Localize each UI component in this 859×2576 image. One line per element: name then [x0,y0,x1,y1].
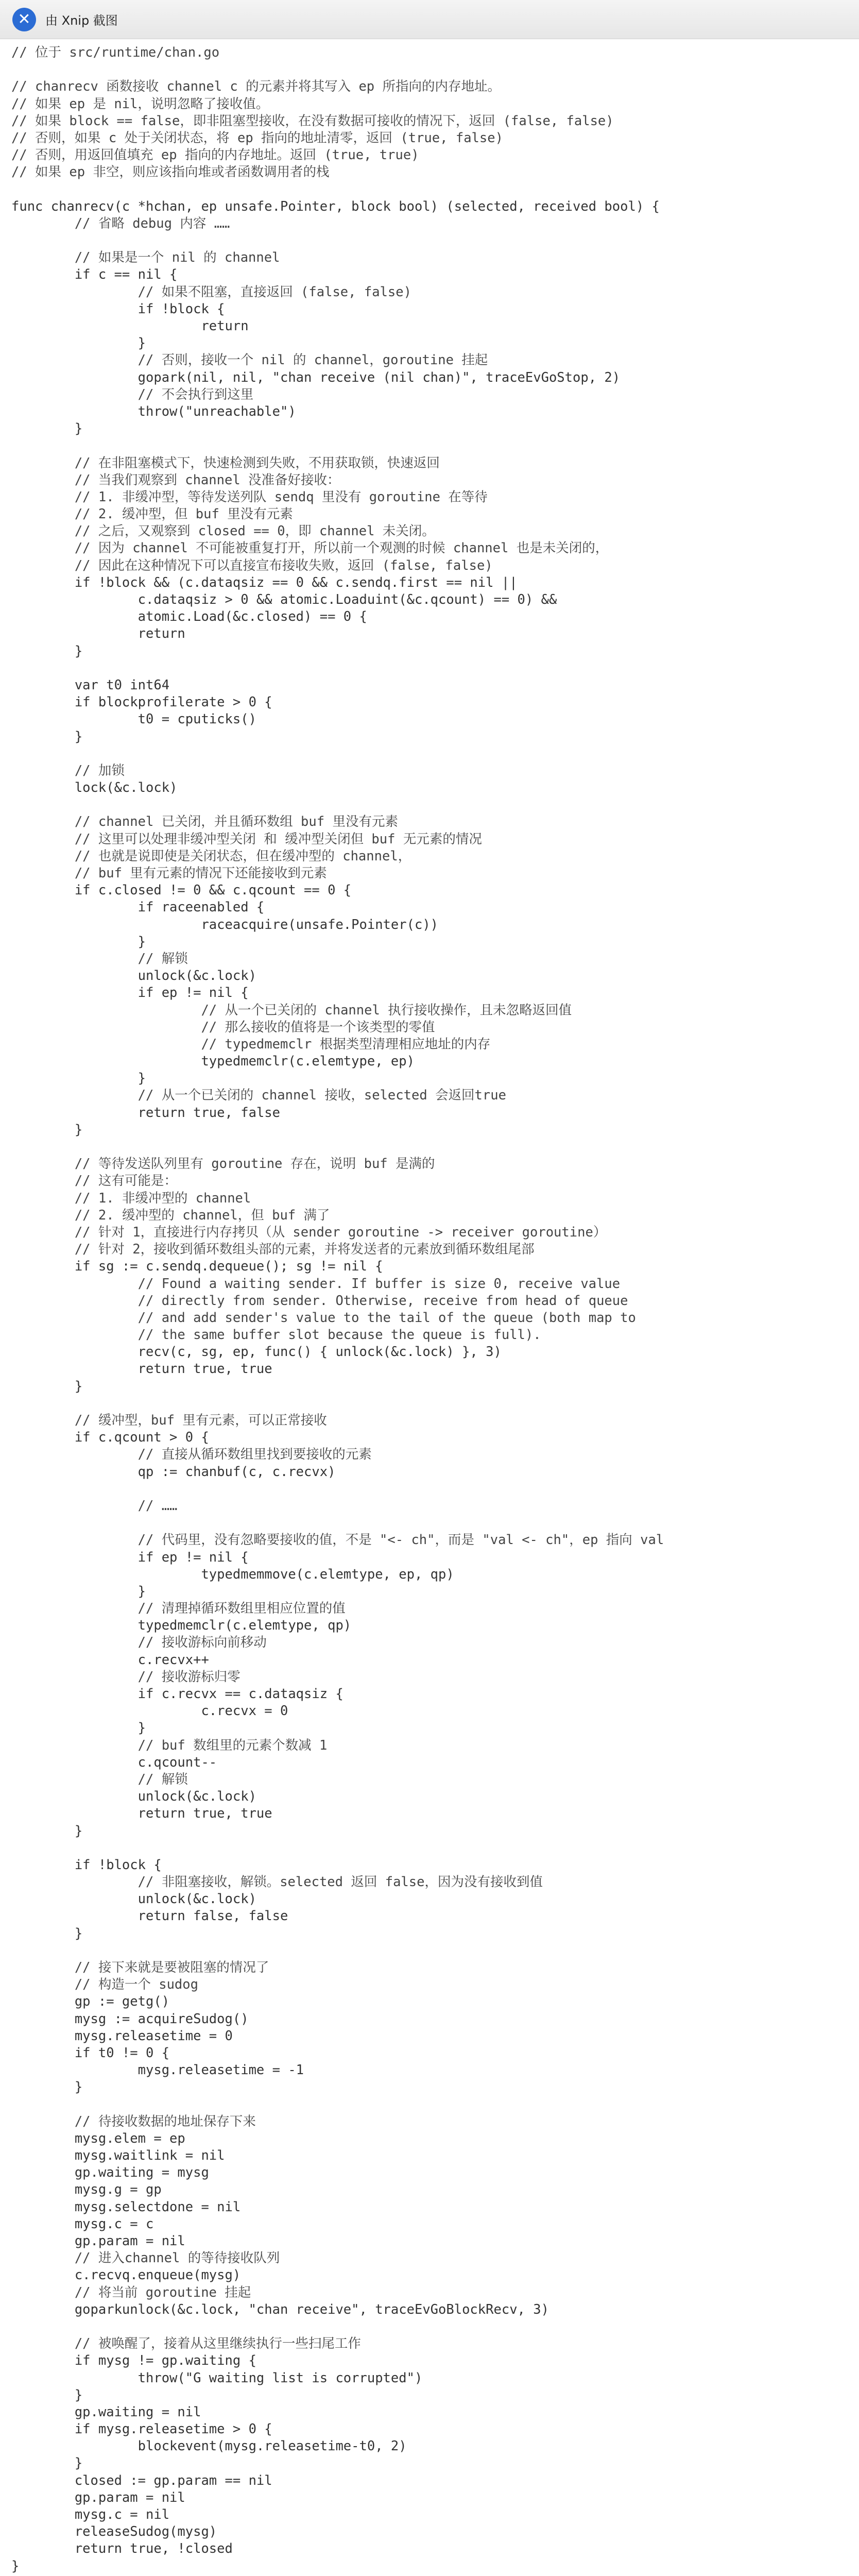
code-line: } [11,643,83,659]
code-line [11,1942,846,1959]
code-line: // 接收游标向前移动 [11,1635,267,1651]
code-line: // directly from sender. Otherwise, receive from head of queue [11,1293,628,1309]
code-line [11,796,846,814]
code-line: return true, false [11,1105,280,1121]
code-line: // 针对 1，直接进行内存拷贝（从 sender goroutine -> receiver goroutine） [11,1224,607,1240]
code-line: // 从一个已关闭的 channel 执行接收操作，且未忽略返回值 [11,1002,572,1018]
code-line: mysg := acquireSudog() [11,2011,249,2027]
code-line: } [11,728,83,744]
code-line: typedmemmove(c.elemtype, ep, qp) [11,1566,454,1582]
code-line: mysg.releasetime = -1 [11,2062,304,2078]
code-line [11,437,846,454]
code-line: if mysg != gp.waiting { [11,2353,256,2369]
code-line: // 如果 ep 是 nil，说明忽略了接收值。 [11,96,269,112]
code-line: // 从一个已关闭的 channel 接收，selected 会返回true [11,1088,506,1104]
code-line: } [11,2387,83,2403]
code-line: c.dataqsiz > 0 && atomic.Loaduint(&c.qcount) == 0) && [11,592,557,607]
code-line: // 如果 block == false，即非阻塞型接收，在没有数据可接收的情况下，返回 (false, false) [11,113,614,129]
code-line: // 因此在这种情况下可以直接宣布接收失败，返回 (false, false) [11,557,493,573]
code-line [11,2318,846,2335]
code-line: c.recvq.enqueue(mysg) [11,2267,241,2283]
code-line: // 加锁 [11,762,125,778]
code-line: // 当我们观察到 channel 没准备好接收： [11,472,340,488]
code-line: if sg := c.sendq.dequeue(); sg != nil { [11,1259,383,1275]
code-line: if c.closed != 0 && c.qcount == 0 { [11,883,352,899]
code-line: } [11,1823,83,1839]
code-line: typedmemclr(c.elemtype, qp) [11,1618,352,1634]
code-line: } [11,934,146,950]
code-line: // 清理掉循环数组里相应位置的值 [11,1601,346,1617]
code-line: // 解锁 [11,951,188,967]
code-line: mysg.g = gp [11,2182,162,2198]
code-line: // 接下来就是要被阻塞的情况了 [11,1960,269,1975]
code-line: // the same buffer slot because the queue is full). [11,1327,541,1343]
code-line: // 省略 debug 内容 …… [11,215,230,231]
code-line [11,1481,846,1498]
code-line: // 直接从循环数组里找到要接收的元素 [11,1447,372,1463]
code-line: c.recvx = 0 [11,1703,288,1719]
code-line [11,232,846,249]
code-line: gp := getg() [11,1994,170,2010]
code-line: mysg.c = c [11,2216,154,2232]
code-line: raceacquire(unsafe.Pointer(c)) [11,917,439,933]
code-line: mysg.c = nil [11,2507,170,2522]
code-line: // 之后，又观察到 closed == 0，即 channel 未关闭。 [11,523,435,539]
code-line: throw("G waiting list is corrupted") [11,2370,423,2386]
code-line: mysg.releasetime = 0 [11,2028,233,2044]
code-line: // 1. 非缓冲型，等待发送列队 sendq 里没有 goroutine 在等待 [11,489,488,505]
code-line: // 缓冲型，buf 里有元素，可以正常接收 [11,1413,327,1428]
code-line: // 否则，用返回值填充 ep 指向的内存地址。返回 (true, true) [11,147,419,163]
code-line: if ep != nil { [11,1549,249,1565]
code-line: return false, false [11,1908,288,1924]
code-line: } [11,421,83,437]
code-line: // channel 已关闭，并且循环数组 buf 里没有元素 [11,814,398,830]
code-line: gp.param = nil [11,2489,185,2505]
code-line: // and add sender's value to the tail of the queue (both map to [11,1310,636,1326]
code-line: // 不会执行到这里 [11,386,254,402]
code-line: if !block { [11,301,225,317]
code-line: // typedmemclr 根据类型清理相应地址的内存 [11,1036,491,1052]
code-line: gp.waiting = nil [11,2404,201,2420]
code-line: // 也就是说即使是关闭状态，但在缓冲型的 channel， [11,848,411,864]
code-line: // 如果是一个 nil 的 channel [11,250,280,266]
code-line [11,61,846,78]
code-line: } [11,2455,83,2471]
code-line: recv(c, sg, ep, func() { unlock(&c.lock) }, 3) [11,1344,502,1360]
code-line: // 1. 非缓冲型的 channel [11,1190,251,1206]
code-line: // …… [11,1498,178,1514]
code-line: if c == nil { [11,267,178,283]
code-line: gp.waiting = mysg [11,2165,209,2181]
code-line: // 被唤醒了，接着从这里继续执行一些扫尾工作 [11,2336,361,2352]
code-line: if !block && (c.dataqsiz == 0 && c.sendq.first == nil || [11,574,518,590]
code-line: // 位于 src/runtime/chan.go [11,45,220,60]
code-line: // 这里可以处理非缓冲型关闭 和 缓冲型关闭但 buf 无元素的情况 [11,831,482,847]
code-line: // 进入channel 的等待接收队列 [11,2250,280,2266]
code-line [11,660,846,677]
code-line: lock(&c.lock) [11,780,178,796]
code-line: if t0 != 0 { [11,2045,170,2061]
xnip-app-icon: ✕ [12,8,36,31]
code-line: // 否则，如果 c 处于关闭状态，将 ep 指向的地址清零，返回 (true, false) [11,130,503,146]
code-line: // 否则，接收一个 nil 的 channel，goroutine 挂起 [11,352,488,368]
code-line [11,1515,846,1532]
code-line: } [11,1925,83,1941]
code-line: // 因为 channel 不可能被重复打开，所以前一个观测的时候 channel 也是未关闭的， [11,540,609,556]
code-line: goparkunlock(&c.lock, "chan receive", traceEvGoBlockRecv, 3) [11,2301,549,2317]
code-line: // 如果不阻塞，直接返回 (false, false) [11,284,411,300]
code-line: } [11,1122,83,1138]
code-line [11,1395,846,1412]
code-line: // 等待发送队列里有 goroutine 存在，说明 buf 是满的 [11,1156,435,1172]
code-line: } [11,1720,146,1736]
code-line: if !block { [11,1857,162,1873]
code-line: // 在非阻塞模式下，快速检测到失败，不用获取锁，快速返回 [11,455,440,471]
code-line: // 那么接收的值将是一个该类型的零值 [11,1019,435,1035]
code-line: if mysg.releasetime > 0 { [11,2421,272,2437]
code-line: unlock(&c.lock) [11,968,256,984]
code-line: qp := chanbuf(c, c.recvx) [11,1464,336,1480]
code-viewer [11,44,846,2575]
code-line: gp.param = nil [11,2233,185,2249]
code-line: // buf 里有元素的情况下还能接收到元素 [11,866,327,881]
code-line: // 构造一个 sudog [11,1977,198,1993]
code-line: return true, true [11,1361,272,1377]
code-line: typedmemclr(c.elemtype, ep) [11,1054,415,1070]
code-line: return true, !closed [11,2541,233,2557]
code-line: // 这有可能是： [11,1173,177,1189]
code-line: closed := gp.param == nil [11,2472,272,2488]
code-line: } [11,335,146,351]
code-line: if blockprofilerate > 0 { [11,694,272,710]
code-line: // 将当前 goroutine 挂起 [11,2284,251,2300]
code-line: c.qcount-- [11,1754,217,1770]
code-line: // 针对 2，接收到循环数组头部的元素，并将发送者的元素放到循环数组尾部 [11,1242,535,1258]
code-line [11,2096,846,2113]
code-line: mysg.selectdone = nil [11,2199,241,2215]
code-line [11,1139,846,1156]
code-line: // 2. 缓冲型的 channel，但 buf 满了 [11,1207,330,1223]
code-line [11,1840,846,1857]
code-line: func chanrecv(c *hchan, ep unsafe.Pointer, block bool) (selected, received bool) { [11,198,660,214]
code-line: unlock(&c.lock) [11,1789,256,1805]
code-line: // 非阻塞接收，解锁。selected 返回 false，因为没有接收到值 [11,1874,543,1890]
code-line: unlock(&c.lock) [11,1891,256,1907]
code-line: // 解锁 [11,1771,188,1787]
code-line: if raceenabled { [11,900,265,916]
code-line [11,745,846,762]
code-line: return [11,318,249,334]
code-line: } [11,1071,146,1087]
code-line: } [11,1378,83,1394]
code-line: var t0 int64 [11,677,170,693]
code-line: if c.recvx == c.dataqsiz { [11,1686,343,1702]
code-line: blockevent(mysg.releasetime-t0, 2) [11,2438,407,2454]
code-line: } [11,1583,146,1599]
code-line: atomic.Load(&c.closed) == 0 { [11,609,367,625]
code-line: return [11,626,185,642]
code-line: throw("unreachable") [11,403,296,419]
code-line: // 2. 缓冲型，但 buf 里没有元素 [11,506,293,522]
code-line: } [11,2558,20,2574]
code-line: if c.qcount > 0 { [11,1430,209,1446]
code-line: // chanrecv 函数接收 channel c 的元素并将其写入 ep 所指向的内存地址。 [11,79,501,95]
code-line: return true, true [11,1806,272,1822]
code-line: c.recvx++ [11,1652,209,1668]
code-line: // Found a waiting sender. If buffer is size 0, receive value [11,1276,621,1292]
code-line [11,181,846,198]
code-line: t0 = cputicks() [11,711,256,727]
code-line: // 待接收数据的地址保存下来 [11,2113,256,2129]
code-line: // buf 数组里的元素个数减 1 [11,1737,328,1753]
code-line: // 代码里，没有忽略要接收的值，不是 "<- ch"，而是 "val <- ch"，ep 指向 val [11,1532,664,1548]
window-titlebar [0,0,859,39]
code-line: // 接收游标归零 [11,1669,240,1685]
code-line: gopark(nil, nil, "chan receive (nil chan)", traceEvGoStop, 2) [11,369,621,385]
window-title: 由 Xnip 截图 [45,13,118,28]
code-line: if ep != nil { [11,985,249,1001]
code-line: mysg.waitlink = nil [11,2148,225,2164]
code-line: // 如果 ep 非空，则应该指向堆或者函数调用者的栈 [11,164,330,180]
code-line: mysg.elem = ep [11,2130,185,2146]
code-line: } [11,2079,83,2095]
code-line: releaseSudog(mysg) [11,2524,217,2540]
